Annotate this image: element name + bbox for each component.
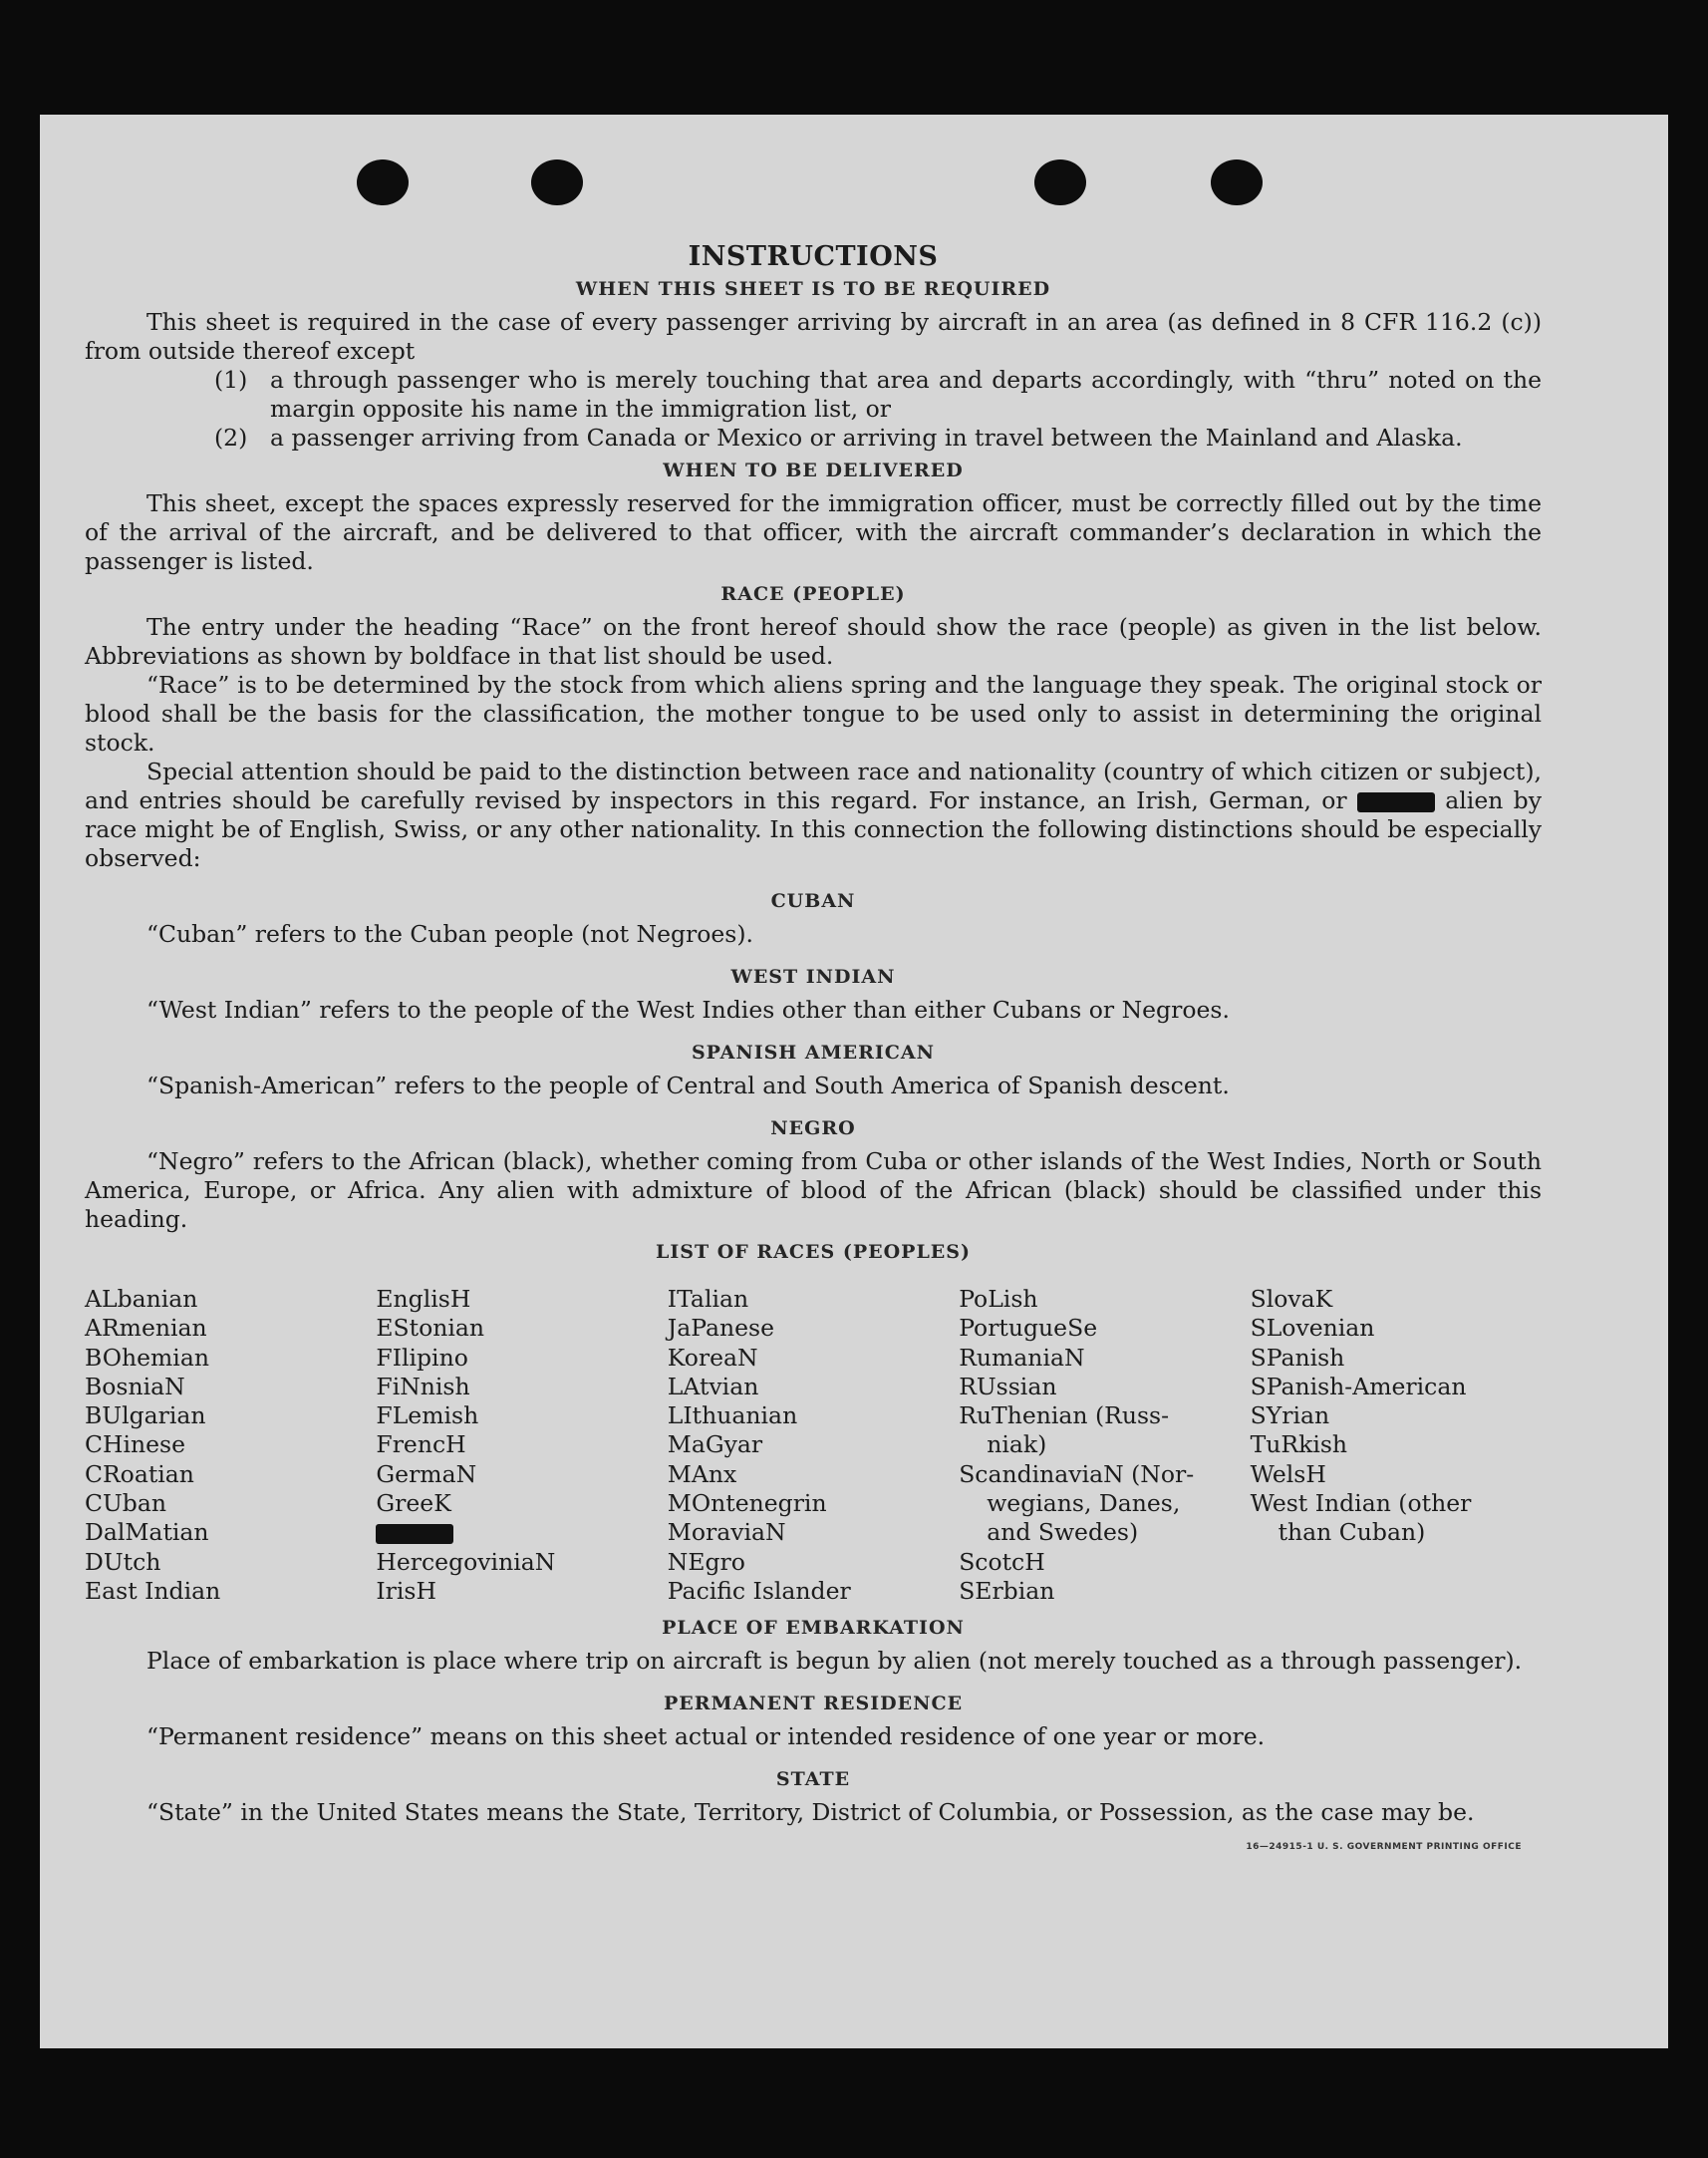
paragraph-residence: “Permanent residence” means on this sheet actual or intended residence of one year or more.	[146, 1722, 1266, 1751]
race-entry: Pacific Islander	[667, 1576, 851, 1605]
race-entry: ScotcH	[959, 1547, 1045, 1576]
printer-imprint: 16—24915-1 U. S. GOVERNMENT PRINTING OFFICE	[1246, 1842, 1522, 1853]
race-entry: LIthuanian	[667, 1401, 798, 1430]
race-column-2	[376, 1285, 667, 1606]
race-entry: HercegoviniaN	[376, 1547, 556, 1576]
race-entry: GermaN	[376, 1459, 477, 1488]
race-entry: CHinese	[85, 1430, 185, 1459]
paragraph-required: This sheet is required in the case of every passenger arriving by aircraft in an area (as defined in 8 CFR 116.2 (c)) from outside thereof except	[85, 308, 1542, 365]
punch-hole	[1034, 159, 1086, 205]
race-entry: RUssian	[959, 1372, 1057, 1400]
paragraph-embarkation: Place of embarkation is place where trip on aircraft is begun by alien (not merely touched as a through passenger).	[146, 1647, 1523, 1676]
paragraph-race-2: “Race” is to be determined by the stock from which aliens spring and the language they speak. The original stock or blood shall be the basis for the classification, the mother tongue to be used only to assist in determining the original stock.	[85, 671, 1542, 757]
race-entry: MOntenegrin	[667, 1489, 827, 1518]
race-entry: East Indian	[85, 1576, 221, 1605]
page-title: INSTRUCTIONS	[688, 241, 939, 272]
race-entry: SlovaK	[1250, 1285, 1333, 1313]
race-entry: FrencH	[376, 1430, 466, 1459]
punch-hole	[1211, 159, 1263, 205]
race-entry: BUlgarian	[85, 1401, 206, 1430]
list-item	[85, 424, 1542, 453]
paragraph-race-3-end: alien by race might be of English, Swiss, or any other nationality. In this connection the following distinctions should be especially observed:	[85, 786, 1542, 872]
document-sheet	[40, 115, 1668, 2048]
section-heading-required: WHEN THIS SHEET IS TO BE REQUIRED	[575, 278, 1051, 300]
section-heading-delivered: WHEN TO BE DELIVERED	[663, 460, 964, 481]
race-entry: CRoatian	[85, 1459, 194, 1488]
paragraph-delivered: This sheet, except the spaces expressly reserved for the immigration officer, must be correctly filled out by the time of the arrival of the aircraft, and be delivered to that officer, with the aircraft commander’s declaration in which the passenger is listed.	[85, 489, 1542, 575]
race-entry: PoLish	[959, 1285, 1038, 1313]
race-entry: ARmenian	[85, 1314, 207, 1343]
state-footer-line	[85, 1798, 1542, 1827]
race-entry: BosniaN	[85, 1372, 185, 1400]
section-heading-state: STATE	[775, 1768, 851, 1791]
race-entry: TuRkish	[1250, 1430, 1348, 1459]
race-entry: RumaniaN	[959, 1343, 1085, 1372]
race-entry: West Indian (other	[1250, 1489, 1472, 1518]
race-list	[85, 1285, 1542, 1606]
race-entry: SPanish-American	[1250, 1372, 1467, 1400]
punch-hole	[531, 159, 583, 205]
section-heading-residence: PERMANENT RESIDENCE	[663, 1693, 964, 1715]
race-entry: GreeK	[376, 1489, 451, 1518]
race-entry: FiNnish	[376, 1372, 470, 1400]
race-entry-redacted	[376, 1518, 667, 1547]
race-entry: NEgro	[667, 1547, 745, 1576]
race-entry: MaGyar	[667, 1430, 763, 1459]
item-text: a through passenger who is merely touching that area and departs accordingly, with “thru” noted on the margin opposite his name in the immigration list, or	[270, 366, 1542, 423]
race-column-3	[668, 1285, 959, 1606]
race-entry: LAtvian	[667, 1372, 759, 1400]
race-entry: SPanish	[1250, 1343, 1345, 1372]
paragraph-race-3-start: Special attention should be paid to the distinction between race and nationality (country of which citizen or subject), and entries should be carefully revised by inspectors in this regard. For instance, an Irish, German, or	[85, 758, 1542, 814]
race-entry: ALbanian	[85, 1285, 198, 1313]
item-number: (1)	[214, 366, 248, 394]
race-entry: EnglisH	[376, 1285, 471, 1313]
printer-imprint-row	[85, 1827, 1542, 1862]
paragraph-spanish-american: “Spanish-American” refers to the people of Central and South America of Spanish descent.	[146, 1072, 1230, 1099]
race-entry: and Swedes)	[987, 1518, 1139, 1547]
race-entry: DalMatian	[85, 1518, 209, 1547]
race-entry: SLovenian	[1250, 1314, 1375, 1343]
race-entry: than Cuban)	[1278, 1518, 1426, 1547]
race-entry: ITalian	[667, 1285, 749, 1313]
section-heading-west-indian: WEST INDIAN	[730, 966, 896, 988]
redaction-mark	[1357, 792, 1435, 812]
section-heading-embarkation: PLACE OF EMBARKATION	[662, 1617, 965, 1640]
race-entry: SYrian	[1250, 1401, 1330, 1430]
race-column-5	[1251, 1285, 1542, 1606]
item-number: (2)	[214, 424, 248, 452]
paragraph-west-indian: “West Indian” refers to the people of the West Indies other than either Cubans or Negroes.	[146, 996, 1230, 1024]
race-entry: KoreaN	[667, 1343, 758, 1372]
race-entry: CUban	[85, 1489, 166, 1518]
race-entry: MoraviaN	[667, 1518, 786, 1547]
race-entry: FLemish	[376, 1401, 479, 1430]
race-entry: niak)	[987, 1430, 1047, 1459]
race-entry: DUtch	[85, 1547, 161, 1576]
paragraph-race-3	[85, 758, 1542, 873]
section-heading-cuban: CUBAN	[770, 890, 856, 912]
race-entry: wegians, Danes,	[987, 1489, 1181, 1518]
race-entry: WelsH	[1250, 1459, 1326, 1488]
section-heading-race: RACE (PEOPLE)	[720, 583, 906, 605]
race-entry: SErbian	[959, 1576, 1055, 1605]
section-heading-spanish-american: SPANISH AMERICAN	[691, 1042, 936, 1064]
race-column-1	[85, 1285, 376, 1606]
race-entry: MAnx	[667, 1459, 737, 1488]
item-text: a passenger arriving from Canada or Mexico or arriving in travel between the Mainland and Alaska.	[270, 424, 1463, 452]
section-heading-list-of-races: LIST OF RACES (PEOPLES)	[656, 1241, 971, 1263]
paragraph-cuban: “Cuban” refers to the Cuban people (not Negroes).	[146, 920, 754, 948]
paragraph-state: “State” in the United States means the State, Territory, District of Columbia, or Possession, as the case may be.	[146, 1798, 1475, 1827]
race-entry: PortugueSe	[959, 1314, 1098, 1343]
paragraph-race-1: The entry under the heading “Race” on the front hereof should show the race (people) as given in the list below. Abbreviations as shown by boldface in that list should be used.	[85, 613, 1542, 670]
race-entry: IrisH	[376, 1576, 436, 1605]
section-heading-negro: NEGRO	[770, 1117, 856, 1139]
race-entry: BOhemian	[85, 1343, 209, 1372]
race-entry: ScandinaviaN (Nor-	[959, 1459, 1195, 1488]
race-entry: RuThenian (Russ-	[959, 1401, 1170, 1430]
redaction-mark	[376, 1524, 453, 1544]
list-item	[85, 366, 1542, 424]
race-entry: JaPanese	[667, 1314, 775, 1343]
race-column-4	[959, 1285, 1250, 1606]
race-entry: FIlipino	[376, 1343, 468, 1372]
punch-hole	[357, 159, 409, 205]
paragraph-negro: “Negro” refers to the African (black), whether coming from Cuba or other islands of the West Indies, North or South America, Europe, or Africa. Any alien with admixture of blood of the African (black) should be classified under this heading.	[85, 1147, 1542, 1233]
instructions-body	[85, 242, 1542, 1862]
race-entry: EStonian	[376, 1314, 485, 1343]
